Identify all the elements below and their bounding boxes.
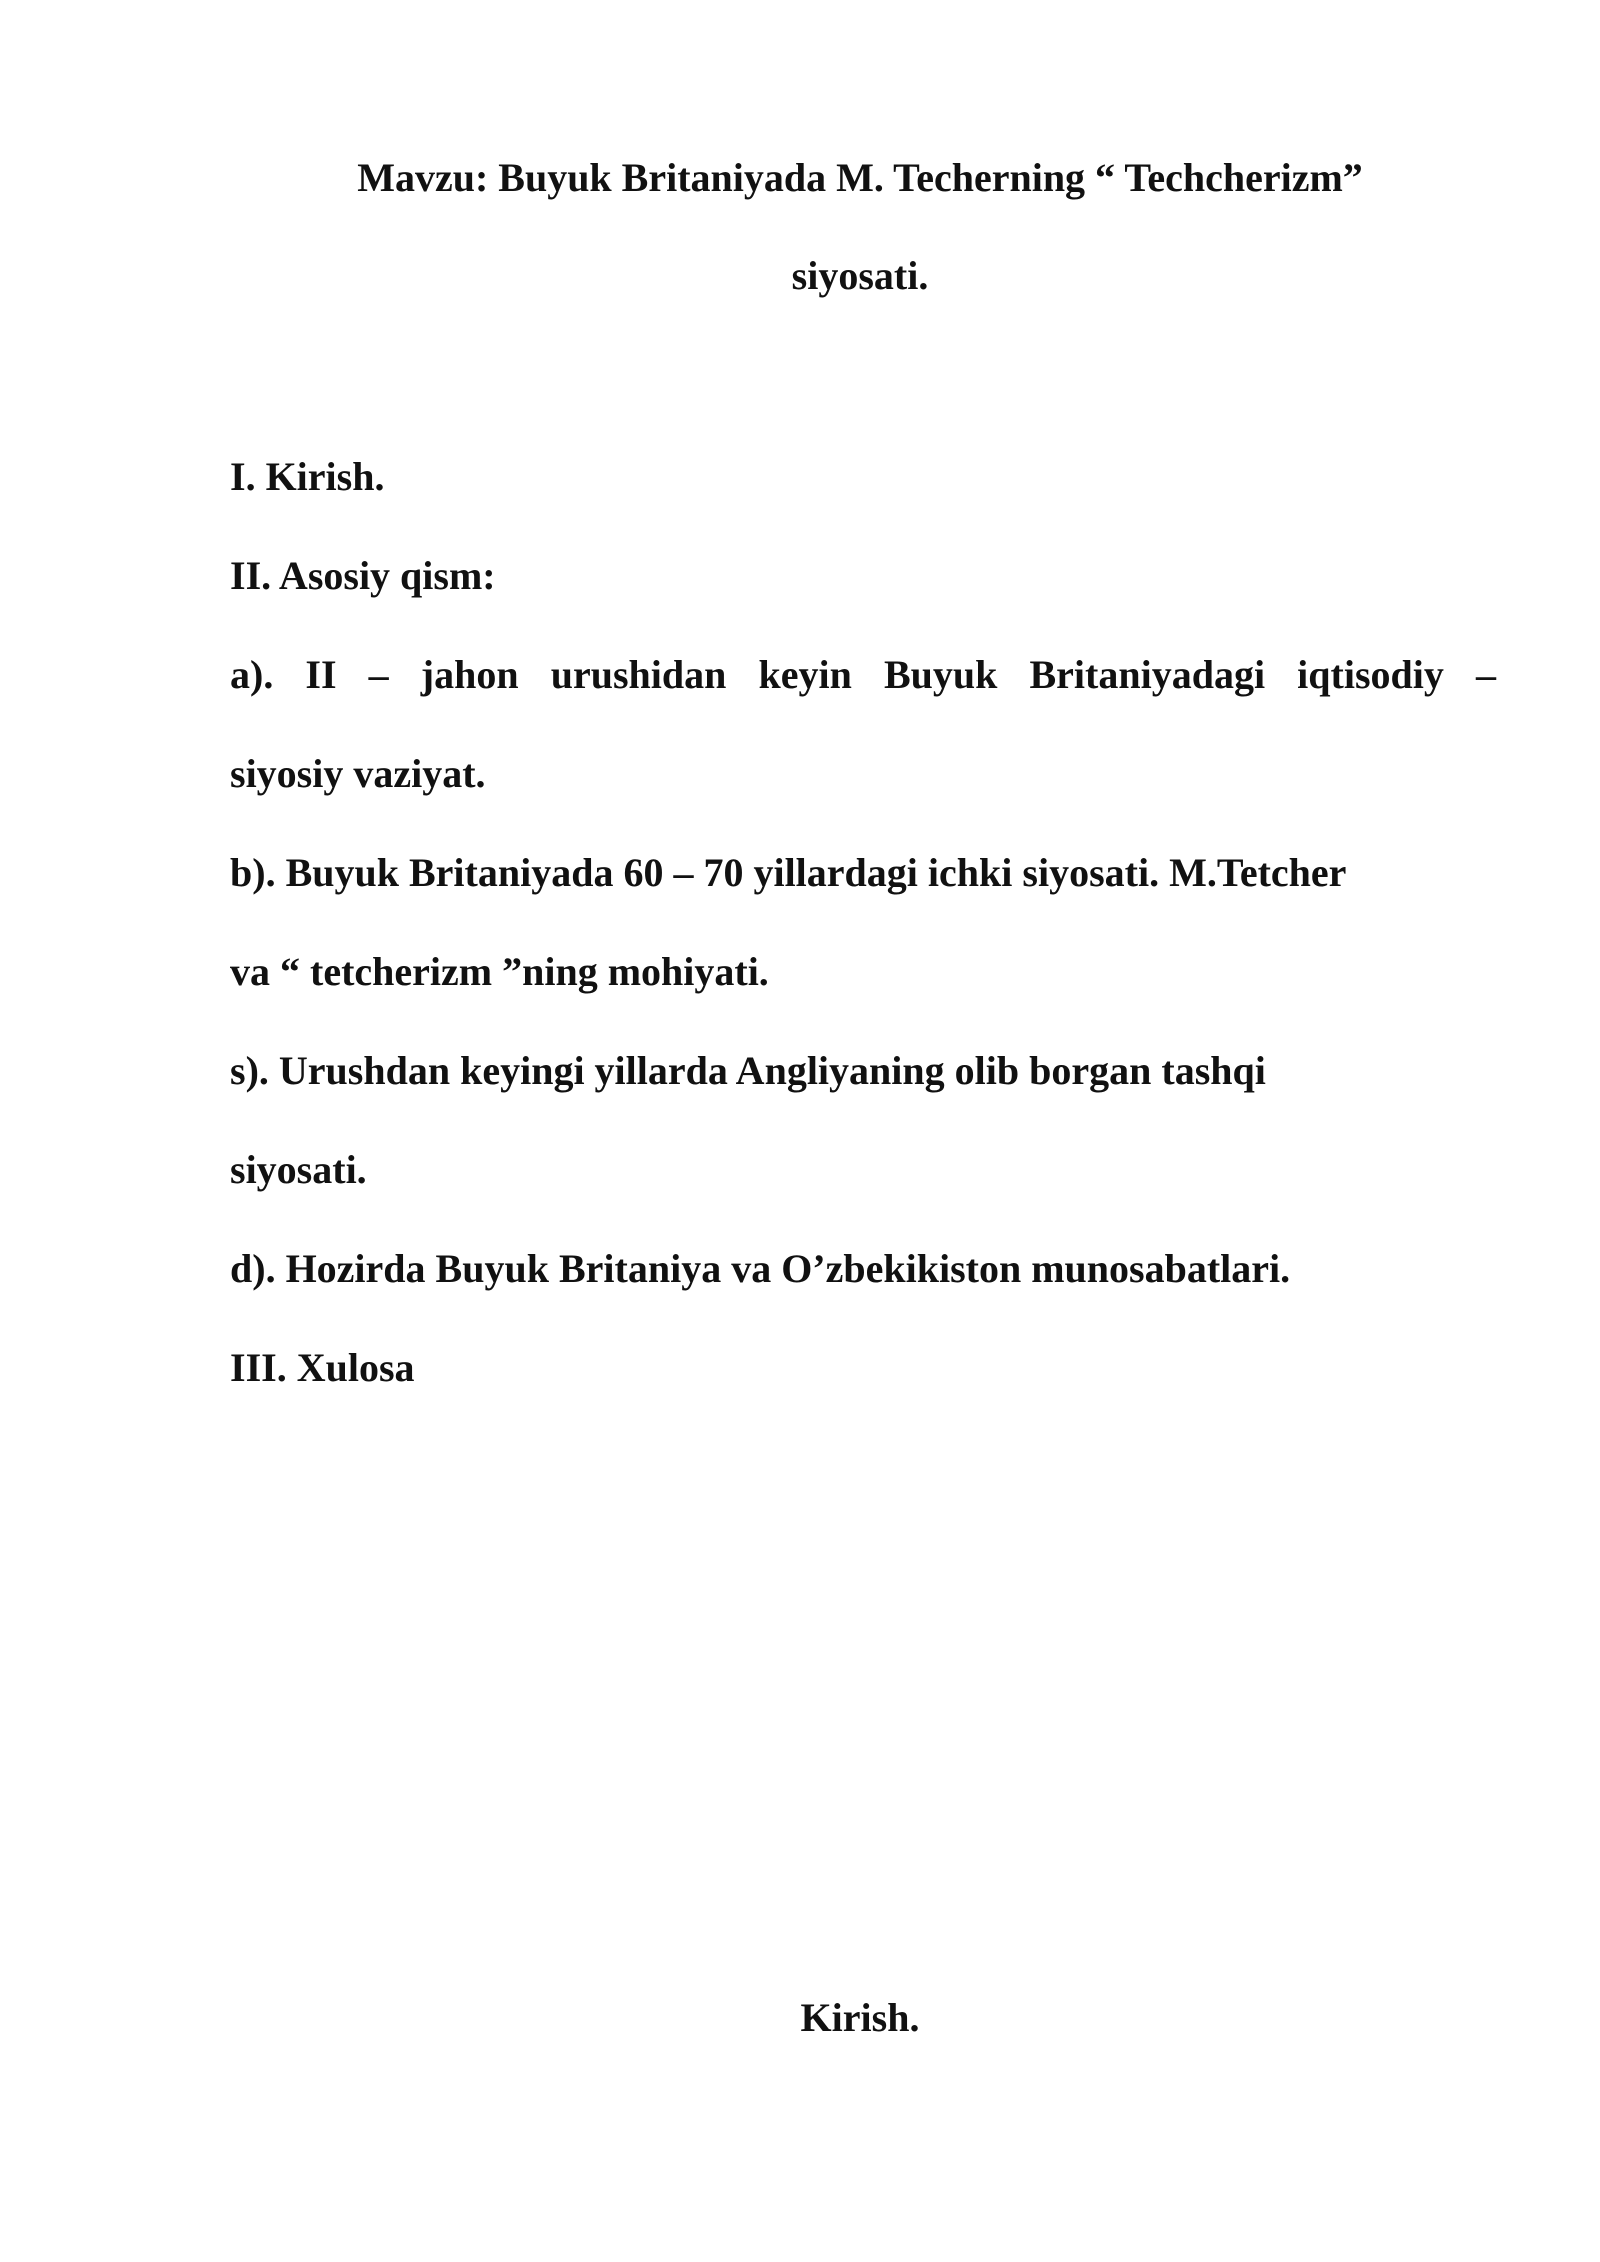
outline-item-main-part: II. Asosiy qism:	[230, 553, 496, 598]
outline-subitem-b-continuation: va “ tetcherizm ”ning mohiyati.	[230, 949, 769, 994]
outline-subitem-a-continuation: siyosiy vaziyat.	[230, 751, 486, 796]
document-title: Mavzu: Buyuk Britaniyada M. Techerning “ Techcherizm”	[357, 155, 1363, 200]
outline-subitem-b: b). Buyuk Britaniyada 60 – 70 yillardagi ichki siyosati. M.Tetcher	[230, 850, 1347, 895]
outline-subitem-d: d). Hozirda Buyuk Britaniya va O’zbekikiston munosabatlari.	[230, 1246, 1291, 1291]
outline-item-intro: I. Kirish.	[230, 454, 385, 499]
outline-item-conclusion: III. Xulosa	[230, 1345, 415, 1390]
document-title-continuation: siyosati.	[791, 253, 929, 298]
section-heading-intro: Kirish.	[800, 1995, 920, 2040]
outline-subitem-s-continuation: siyosati.	[230, 1147, 367, 1192]
outline-subitem-a: a). II – jahon urushidan keyin Buyuk Britaniyadagi iqtisodiy –	[230, 652, 1496, 697]
outline-subitem-s: s). Urushdan keyingi yillarda Angliyaning olib borgan tashqi	[230, 1048, 1266, 1093]
